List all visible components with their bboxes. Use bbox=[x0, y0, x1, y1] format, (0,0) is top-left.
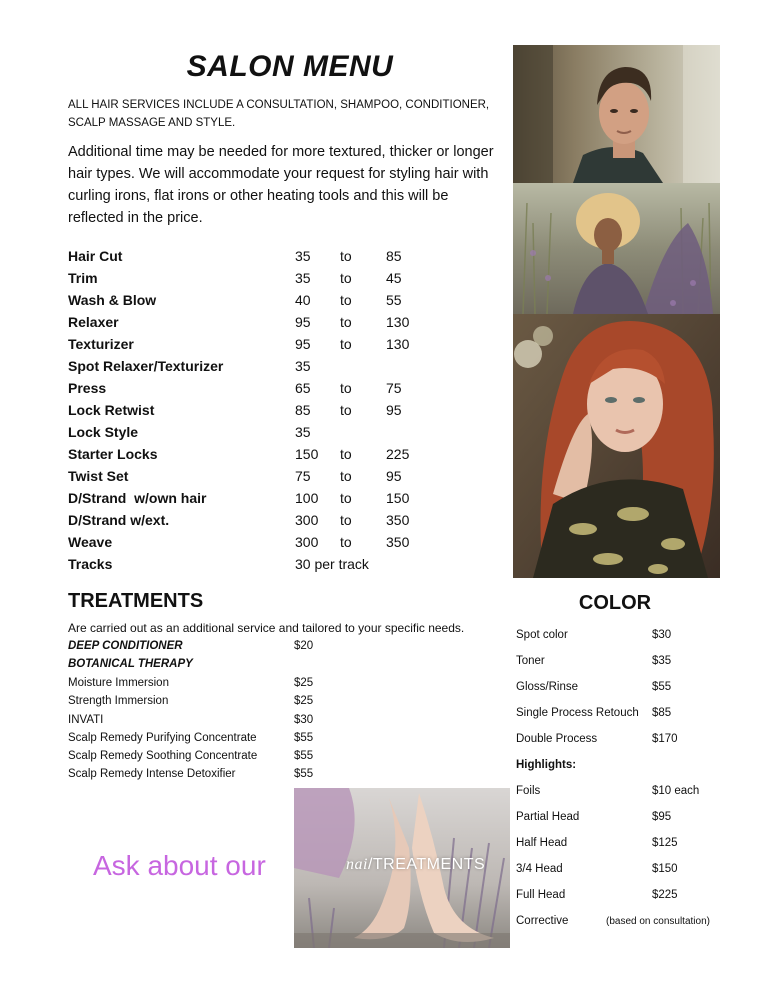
service-to: to bbox=[340, 380, 352, 396]
color-name: Full Head bbox=[516, 889, 566, 901]
color-price: $170 bbox=[652, 733, 678, 745]
service-price-low: 35 bbox=[295, 424, 311, 440]
service-price-low: 95 bbox=[295, 314, 311, 330]
service-price-high: 45 bbox=[386, 270, 402, 286]
service-name: Wash & Blow bbox=[68, 292, 157, 308]
service-price-low: 35 bbox=[295, 270, 311, 286]
service-to: to bbox=[340, 468, 352, 484]
service-to: to bbox=[340, 248, 352, 264]
service-name: D/Strand w/own hair bbox=[68, 490, 207, 506]
service-price-high: 95 bbox=[386, 468, 402, 484]
treatment-name: Scalp Remedy Intense Detoxifier bbox=[68, 768, 236, 780]
service-name: Lock Retwist bbox=[68, 402, 155, 418]
treatment-name: Scalp Remedy Purifying Concentrate bbox=[68, 732, 257, 744]
service-price-low: 150 bbox=[295, 446, 319, 462]
color-name: Foils bbox=[516, 785, 541, 797]
treatment-name: Strength Immersion bbox=[68, 695, 169, 707]
color-price: $10 each bbox=[652, 785, 700, 797]
corrective-note: (based on consultation) bbox=[606, 916, 710, 927]
service-name: Twist Set bbox=[68, 468, 129, 484]
service-name: Relaxer bbox=[68, 314, 119, 330]
service-name: Weave bbox=[68, 534, 113, 550]
color-price: $95 bbox=[652, 811, 672, 823]
intro-uppercase-note: ALL HAIR SERVICES INCLUDE A CONSULTATION, SHAMPOO, CONDITIONER, SCALP MASSAGE AND STYLE. bbox=[68, 99, 490, 129]
treatment-name: DEEP CONDITIONER bbox=[68, 640, 183, 652]
service-price-high: 130 bbox=[386, 336, 410, 352]
color-name: Half Head bbox=[516, 837, 568, 849]
service-price-high: 55 bbox=[386, 292, 402, 308]
service-price-low: 75 bbox=[295, 468, 311, 484]
color-price: $125 bbox=[652, 837, 678, 849]
color-price: $225 bbox=[652, 889, 678, 901]
color-name: Single Process Retouch bbox=[516, 707, 639, 719]
color-price: $30 bbox=[652, 629, 672, 641]
feet-lavender-photo bbox=[294, 788, 510, 948]
intro-paragraph: Additional time may be needed for more textured, thicker or longer hair types. We will accommodate your request for styling hair with curling irons, flat irons or other heating tools and this will be reflected in the price. bbox=[68, 144, 494, 226]
service-name: Hair Cut bbox=[68, 248, 123, 264]
service-name: Starter Locks bbox=[68, 446, 158, 462]
service-price-high: 95 bbox=[386, 402, 402, 418]
color-price: $85 bbox=[652, 707, 672, 719]
color-name: Toner bbox=[516, 655, 545, 667]
service-price-high: 150 bbox=[386, 490, 410, 506]
service-name: Tracks bbox=[68, 556, 113, 572]
treatment-price: $20 bbox=[294, 640, 314, 652]
treatment-price: $25 bbox=[294, 677, 314, 689]
service-price-low: 65 bbox=[295, 380, 311, 396]
color-name: Double Process bbox=[516, 733, 598, 745]
color-name: Spot color bbox=[516, 629, 568, 641]
color-name: Gloss/Rinse bbox=[516, 681, 578, 693]
service-price-low: 40 bbox=[295, 292, 311, 308]
service-to: to bbox=[340, 402, 352, 418]
service-to: to bbox=[340, 446, 352, 462]
color-name: Highlights: bbox=[516, 759, 577, 771]
service-price-high: 350 bbox=[386, 534, 410, 550]
service-price-low: 85 bbox=[295, 402, 311, 418]
service-name: Lock Style bbox=[68, 424, 139, 440]
service-to: to bbox=[340, 270, 352, 286]
ask-about-text: Ask about our bbox=[93, 850, 266, 881]
color-price: $55 bbox=[652, 681, 672, 693]
treatment-price: $55 bbox=[294, 750, 314, 762]
treatment-price: $30 bbox=[294, 714, 314, 726]
service-name: Trim bbox=[68, 270, 98, 286]
service-price-high: 350 bbox=[386, 512, 410, 528]
service-to: to bbox=[340, 490, 352, 506]
curly-hair-model-photo bbox=[513, 183, 720, 314]
service-price-low: 35 bbox=[295, 358, 311, 374]
treatment-name: BOTANICAL THERAPY bbox=[68, 658, 193, 670]
service-price-high: 225 bbox=[386, 446, 410, 462]
service-name: Spot Relaxer/Texturizer bbox=[68, 358, 224, 374]
color-heading: COLOR bbox=[578, 592, 652, 614]
service-price-high: 85 bbox=[386, 248, 402, 264]
treatment-price: $25 bbox=[294, 695, 314, 707]
service-price-low: 100 bbox=[295, 490, 319, 506]
color-price: $150 bbox=[652, 863, 678, 875]
page-title: SALON MENU bbox=[186, 50, 394, 83]
treatment-name: Moisture Immersion bbox=[68, 677, 169, 689]
service-name: Press bbox=[68, 380, 107, 396]
color-name: Partial Head bbox=[516, 811, 580, 823]
treatment-price: $55 bbox=[294, 768, 314, 780]
nai-treatments-label bbox=[346, 856, 485, 874]
treatment-name: Scalp Remedy Soothing Concentrate bbox=[68, 750, 258, 762]
color-name: Corrective bbox=[516, 915, 569, 927]
treatments-heading: TREATMENTS bbox=[68, 590, 204, 612]
service-to: to bbox=[340, 336, 352, 352]
treatment-name: INVATI bbox=[68, 714, 104, 726]
service-price-low: 35 bbox=[295, 248, 311, 264]
service-price-high: 130 bbox=[386, 314, 410, 330]
service-to: to bbox=[340, 512, 352, 528]
red-hair-model-photo bbox=[513, 314, 720, 578]
service-price-low: 300 bbox=[295, 512, 319, 528]
service-name: Texturizer bbox=[68, 336, 134, 352]
service-price-low: 95 bbox=[295, 336, 311, 352]
service-price-low: 30 per track bbox=[295, 556, 369, 572]
brand-suffix: /TREATMENTS bbox=[367, 856, 486, 873]
treatments-subtitle: Are carried out as an additional service and tailored to your specific needs. bbox=[68, 621, 465, 635]
service-to: to bbox=[340, 292, 352, 308]
service-price-low: 300 bbox=[295, 534, 319, 550]
color-name: 3/4 Head bbox=[516, 863, 563, 875]
service-to: to bbox=[340, 534, 352, 550]
brand-prefix: nai bbox=[346, 856, 368, 873]
service-name: D/Strand w/ext. bbox=[68, 512, 170, 528]
color-price: $35 bbox=[652, 655, 672, 667]
service-price-high: 75 bbox=[386, 380, 402, 396]
service-to: to bbox=[340, 314, 352, 330]
male-model-photo bbox=[513, 45, 720, 183]
treatment-price: $55 bbox=[294, 732, 314, 744]
